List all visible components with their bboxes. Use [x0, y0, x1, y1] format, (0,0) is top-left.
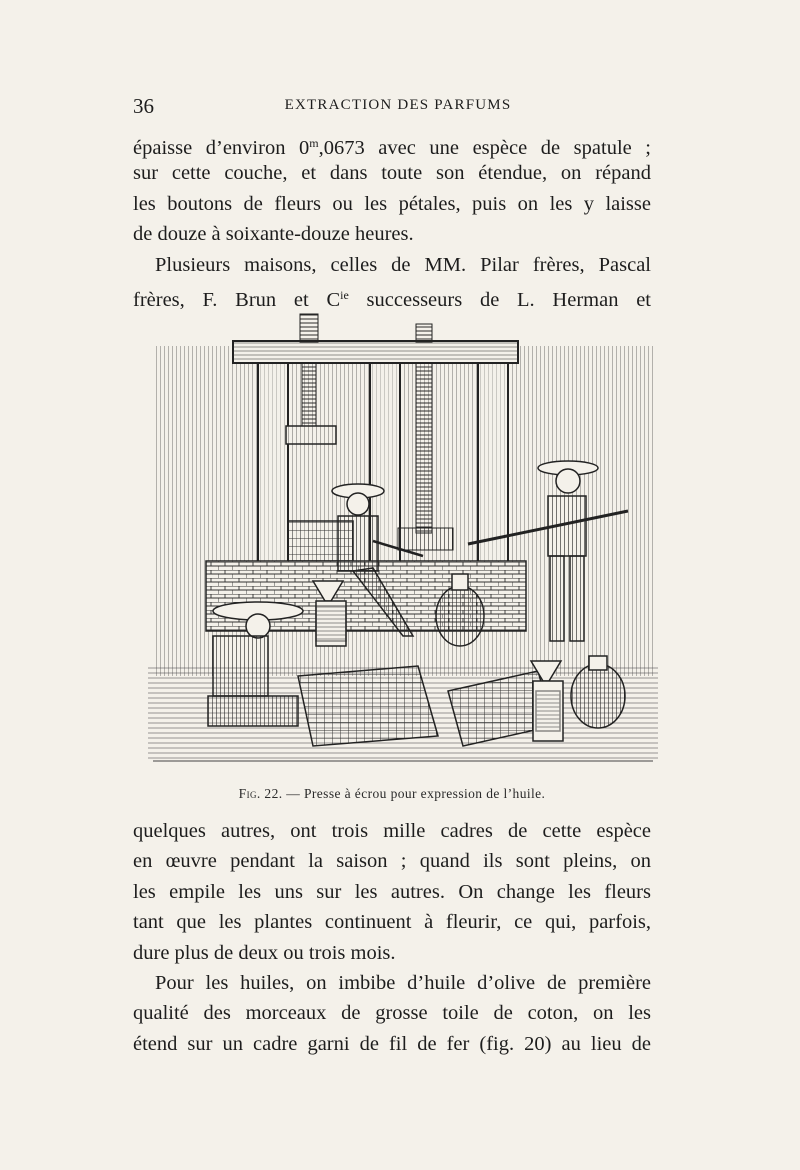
text-line: dure plus de deux ou trois mois.: [133, 941, 396, 964]
figure-caption-text: — Presse à écrou pour expression de l’huile.: [286, 786, 546, 801]
oil-press-engraving: [148, 306, 658, 776]
text-line: frères, F. Brun et $C^{ie}$ successeurs de L. Herman et: [133, 287, 652, 311]
text-line: épaisse d’environ 0$^m$,0673 avec une espèce de spatule ;: [133, 136, 651, 159]
page-header: [133, 94, 663, 120]
text-line: de douze à soixante-douze heures.: [133, 223, 414, 246]
text-line: sur cette couche, et dans toute son étendue, on répand: [133, 162, 651, 185]
text-line: tant que les plantes continuent à fleurir, ce qui, parfois,: [133, 911, 651, 934]
text-line: en œuvre pendant la saison ; quand ils sont pleins, on: [133, 850, 651, 873]
paragraph-top: [133, 128, 651, 310]
text-line: Plusieurs maisons, celles de MM. Pilar frères, Pascal: [155, 253, 651, 276]
text-line: qualité des morceaux de grosse toile de coton, on les: [133, 1002, 651, 1025]
figure-caption: [133, 786, 651, 802]
text-line: quelques autres, ont trois mille cadres de cette espèce: [133, 820, 651, 842]
text-line: étend sur un cadre garni de fil de fer (fig. 20) au lieu de: [133, 1032, 651, 1055]
text-line: les boutons de fleurs ou les pétales, puis on les y laisse: [133, 192, 651, 215]
running-title: EXTRACTION DES PARFUMS: [284, 97, 512, 113]
text-line: les empile les uns sur les autres. On change les fleurs: [133, 880, 651, 903]
paragraph-bottom: [133, 816, 651, 1059]
figure-label: Fig. 22.: [238, 786, 283, 801]
page-number: 36: [133, 94, 154, 118]
text-line: Pour les huiles, on imbibe d’huile d’olive de première: [155, 971, 651, 994]
